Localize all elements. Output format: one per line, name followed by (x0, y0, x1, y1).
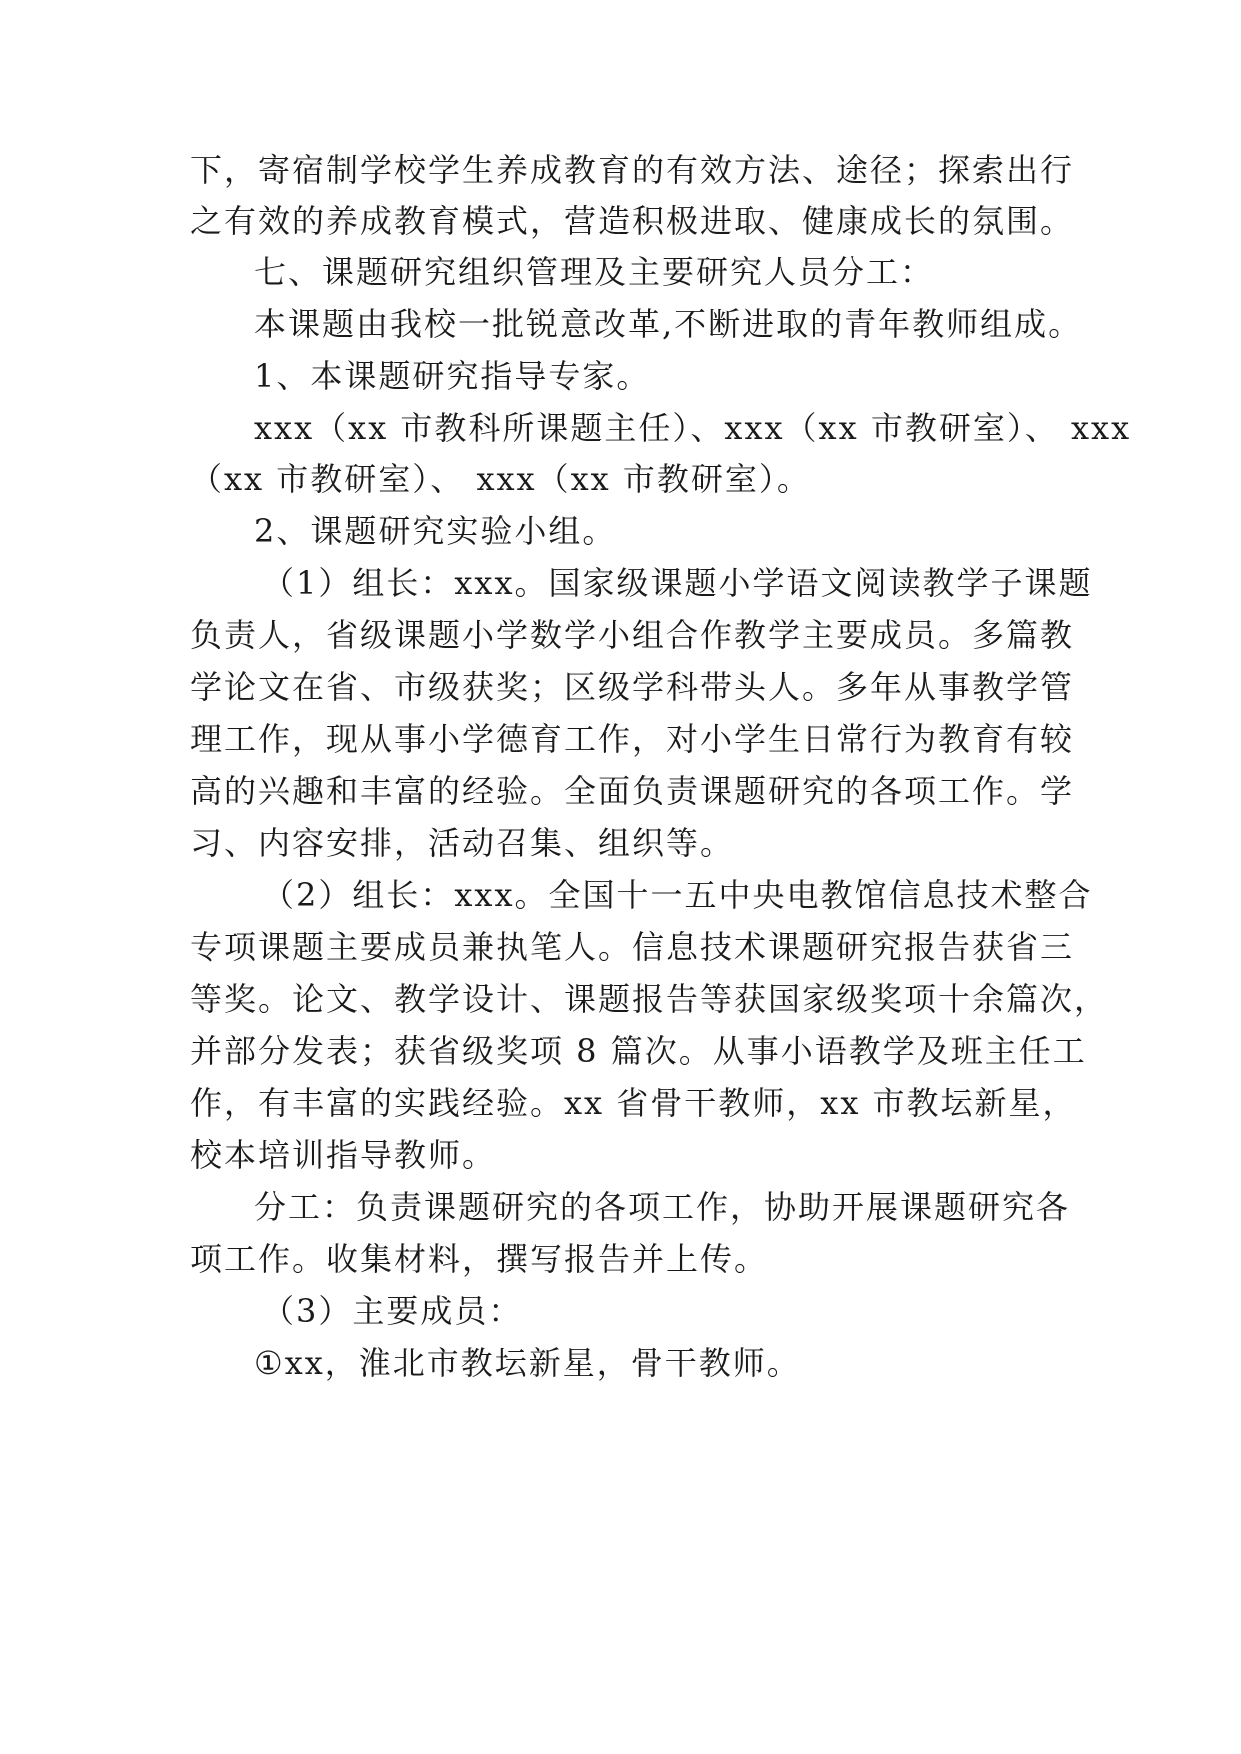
text-line: 等奖。论文、教学设计、课题报告等获国家级奖项十余篇次， (190, 980, 1109, 1018)
text-line: xxx（xx 市教科所课题主任）、xxx（xx 市教研室）、 xxx (254, 409, 1132, 447)
text-line: 学论文在省、市级获奖；区级学科带头人。多年从事教学管 (190, 668, 1075, 706)
text-line: （1）组长：xxx。国家级课题小学语文阅读教学子课题 (262, 564, 1093, 602)
section-heading: 七、课题研究组织管理及主要研究人员分工： (254, 253, 935, 291)
list-heading: 2、课题研究实验小组。 (254, 512, 617, 550)
text-line: 分工：负责课题研究的各项工作，协助开展课题研究各 (254, 1188, 1071, 1226)
text-line: 专项课题主要成员兼执笔人。信息技术课题研究报告获省三 (190, 928, 1075, 966)
text-line: 理工作，现从事小学德育工作，对小学生日常行为教育有较 (190, 720, 1075, 758)
text-line: 并部分发表；获省级奖项 8 篇次。从事小语教学及班主任工 (190, 1032, 1087, 1070)
text-line: ①xx，淮北市教坛新星，骨干教师。 (254, 1344, 801, 1382)
text-line: 下，寄宿制学校学生养成教育的有效方法、途径；探索出行 (190, 151, 1075, 189)
text-line: 项工作。收集材料，撰写报告并上传。 (190, 1240, 769, 1278)
text-line: 校本培训指导教师。 (190, 1136, 497, 1174)
text-line: 负责人，省级课题小学数学小组合作教学主要成员。多篇教 (190, 616, 1075, 654)
list-heading: 1、本课题研究指导专家。 (254, 357, 651, 395)
list-heading: （3）主要成员： (262, 1292, 523, 1330)
text-line: 习、内容安排，活动召集、组织等。 (190, 824, 735, 862)
text-line: 本课题由我校一批锐意改革,不断进取的青年教师组成。 (254, 305, 1083, 343)
text-line: （2）组长：xxx。全国十一五中央电教馆信息技术整合 (262, 876, 1093, 914)
text-line: （xx 市教研室）、 xxx（xx 市教研室）。 (190, 460, 811, 498)
text-line: 作，有丰富的实践经验。xx 省骨干教师，xx 市教坛新星， (190, 1084, 1077, 1122)
text-line: 之有效的养成教育模式，营造积极进取、健康成长的氛围。 (190, 202, 1075, 240)
text-line: 高的兴趣和丰富的经验。全面负责课题研究的各项工作。学 (190, 772, 1075, 810)
